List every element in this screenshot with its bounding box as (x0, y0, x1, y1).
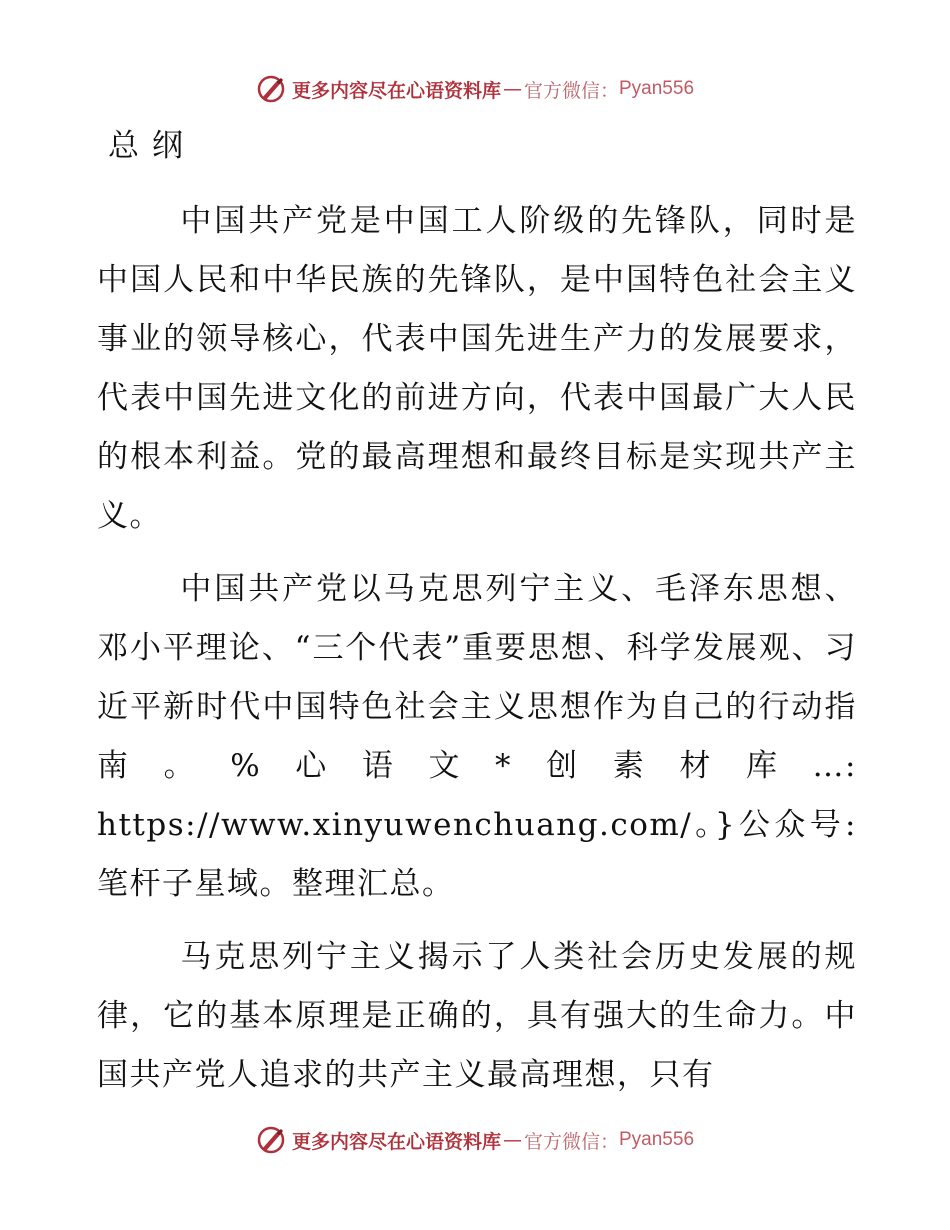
paragraph-2-text: 中国共产党以马克思列宁主义、毛泽东思想、邓小平理论、“三个代表”重要思想、科学发展观、习近平新时代中国特色社会主义思想作为自己的行动指南。%心语文*创素材库…: https://www.xinyuwenchuang.com/。}公众号: 笔杆子星域。整理汇总。 (97, 571, 857, 902)
banner-wechat-id: Pyan556 (619, 1129, 695, 1150)
paragraph-3-text: 马克思列宁主义揭示了人类社会历史发展的规律，它的基本原理是正确的，具有强大的生命力。中国共产党人追求的共产主义最高理想，只有 (97, 939, 857, 1093)
paragraph-1-text: 中国共产党是中国工人阶级的先锋队，同时是中国人民和中华民族的先锋队，是中国特色社会主义事业的领导核心，代表中国先进生产力的发展要求，代表中国先进文化的前进方向，代表中国最广大人民的根本利益。党的最高理想和最终目标是实现共产主义。 (97, 203, 857, 534)
paragraph-1 (97, 192, 857, 546)
banner-wechat-id: Pyan556 (619, 78, 695, 99)
banner-wechat-label: 官方微信： (523, 79, 619, 102)
banner-wechat-label: 官方微信： (523, 1130, 619, 1153)
paragraph-3 (97, 928, 857, 1105)
paragraph-2 (97, 560, 857, 914)
footer-watermark-banner (0, 1123, 950, 1157)
header-watermark-banner (0, 72, 950, 106)
banner-dash: — (502, 78, 522, 100)
section-heading: 总纲 (108, 128, 196, 164)
banner-main-text: 更多内容尽在心语资料库 (291, 79, 501, 102)
pen-logo-icon (256, 74, 286, 104)
pen-logo-icon (256, 1125, 286, 1155)
banner-main-text: 更多内容尽在心语资料库 (291, 1130, 501, 1153)
banner-dash: — (502, 1129, 522, 1151)
